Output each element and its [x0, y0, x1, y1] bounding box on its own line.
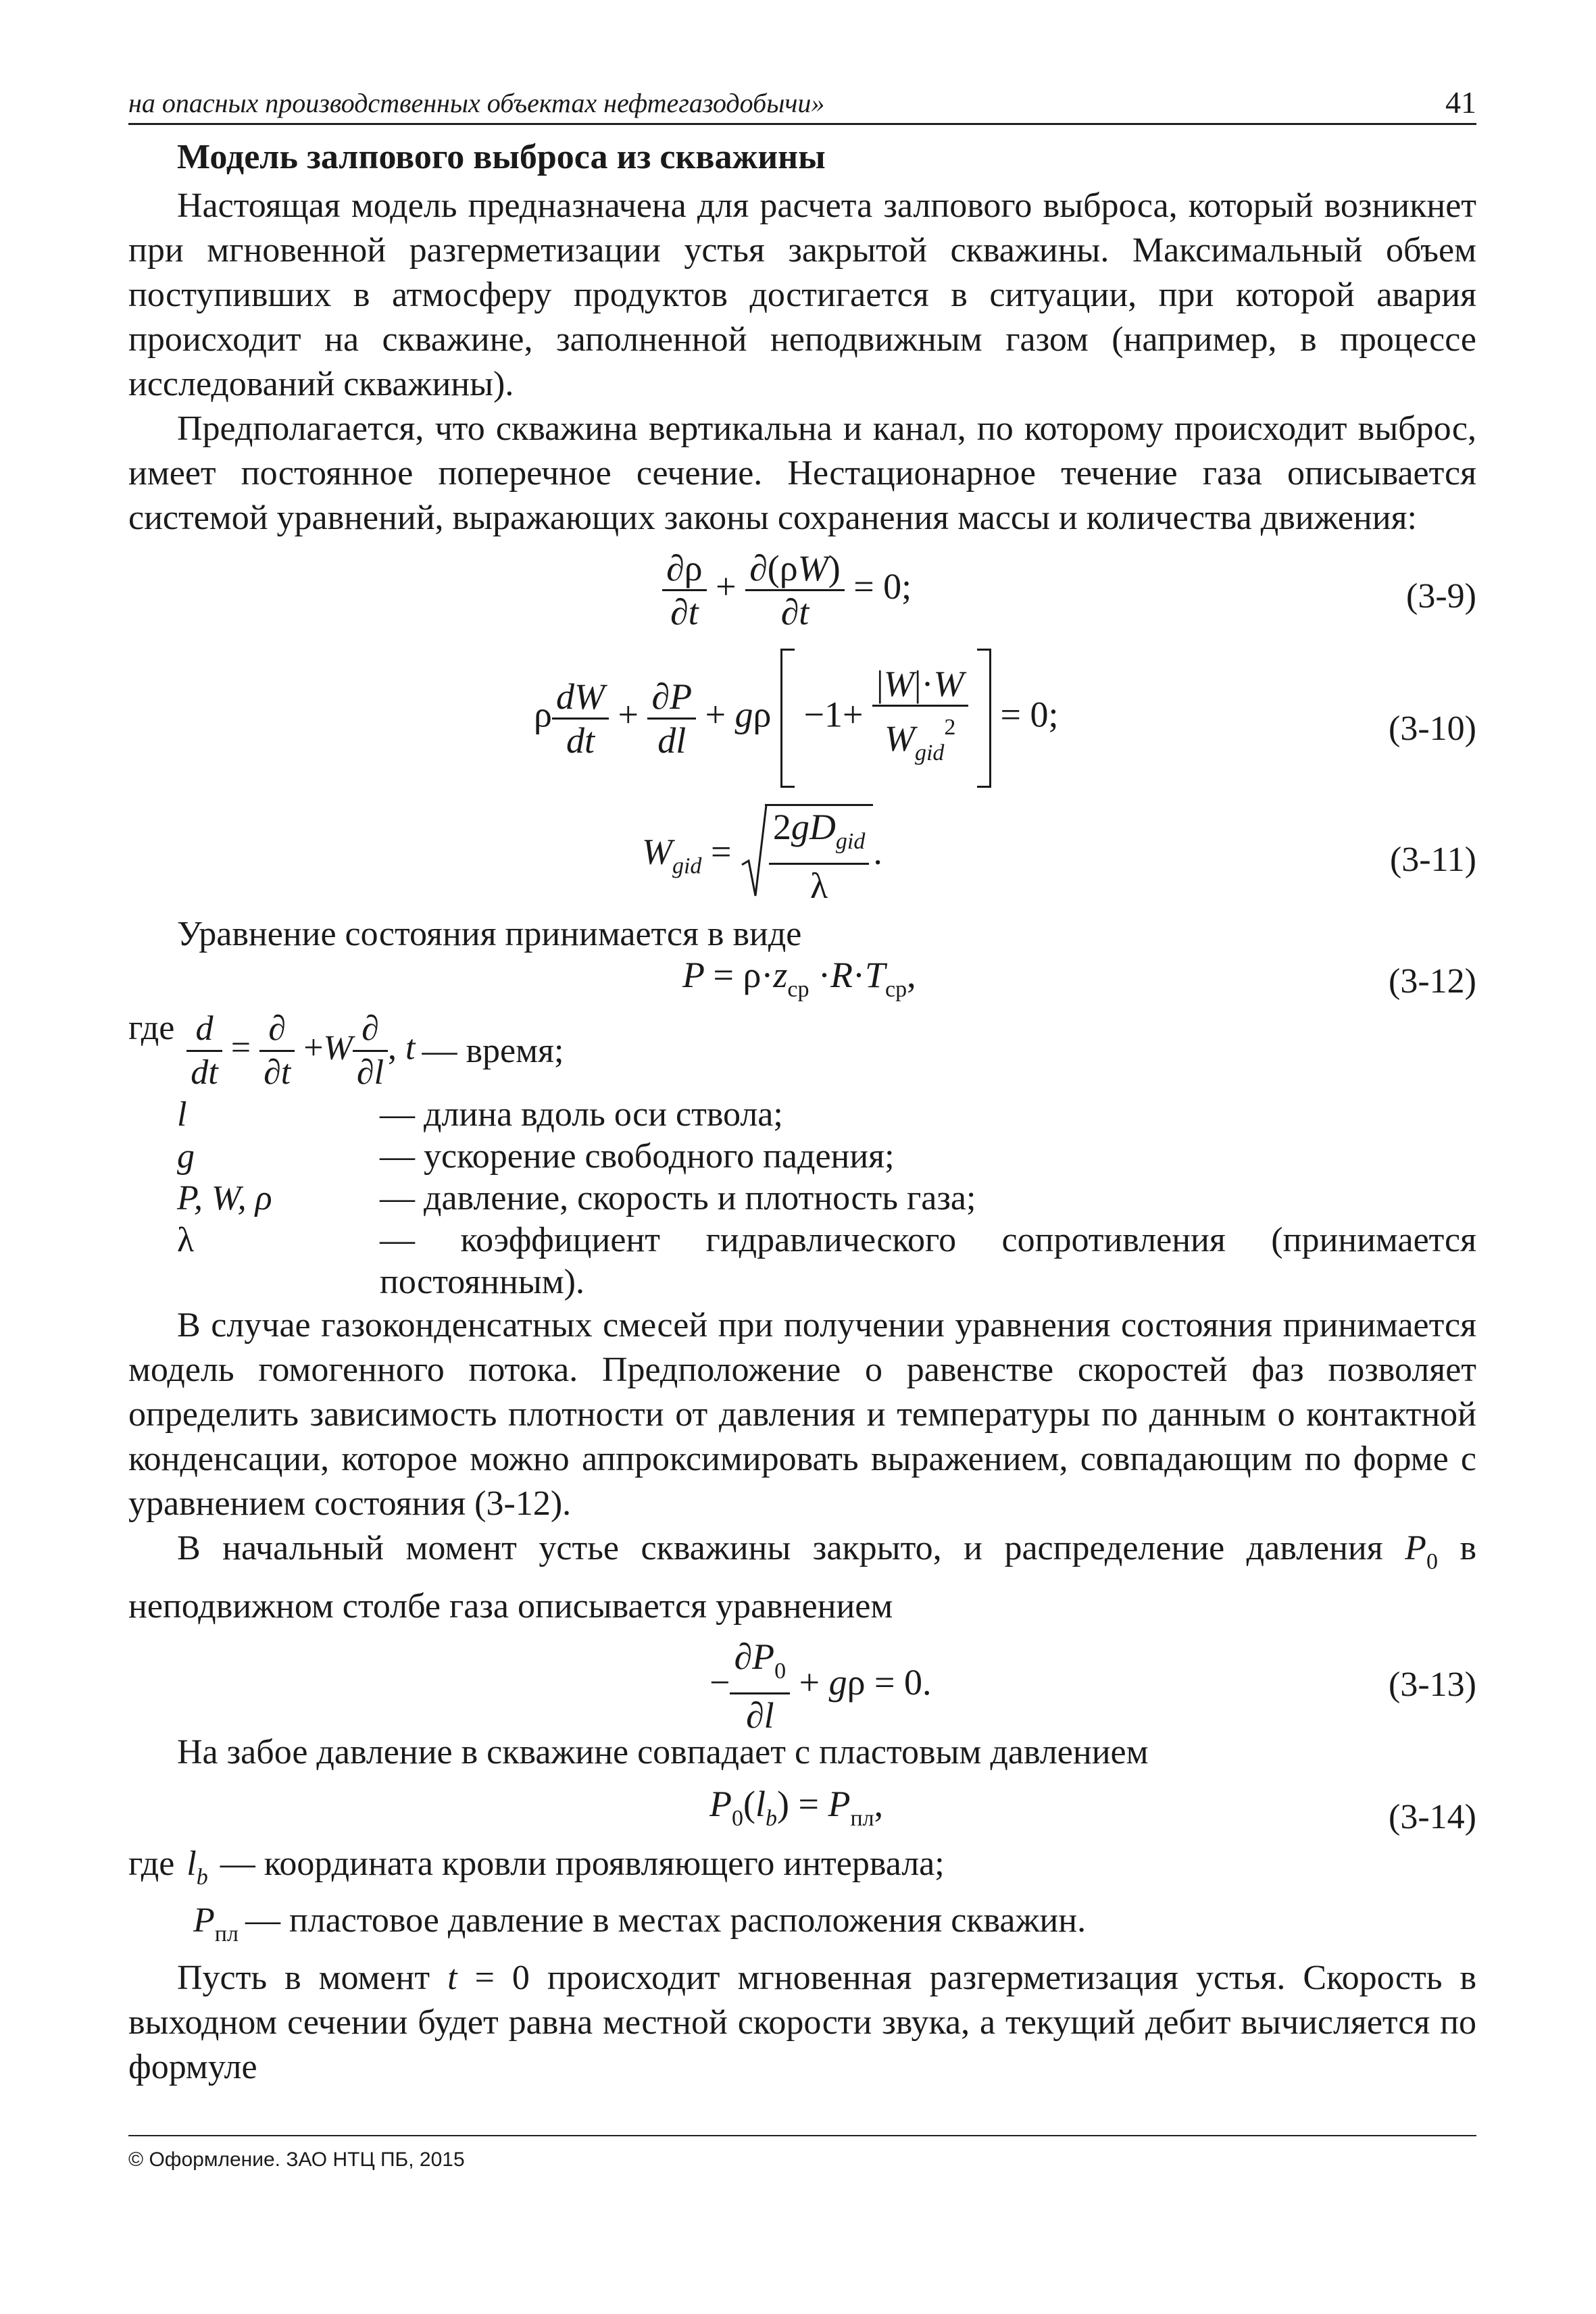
paragraph-assumption: Предполагается, что скважина вертикальна и канал, по которому происходит выброс, имеет постоянное поперечное сечение. Нестационарное течение газа описывается системой уравнений, выражающих законы сохранения массы и количества движения:	[128, 409, 1476, 537]
equation-number: (3-11)	[1389, 840, 1476, 879]
equation-3-11: $W_{gid}$ = $\frac{2gD_{gid}}{\lambda}$ . (3-11)	[128, 797, 1476, 912]
definition-lb: где $l_b$ — координата кровли проявляющего интервала;	[128, 1844, 945, 1890]
definition-lambda: λ — коэффициент гидравлического сопротивления (принимается постоянным).	[177, 1221, 1476, 1301]
equation-3-9: $\frac{\partial\rho}{\partial t}$ + $\frac{\partial(\rho W)}{\partial t}$ = 0; (3-9)	[128, 540, 1476, 642]
equation-number: (3-10)	[1389, 709, 1476, 748]
definitions-list	[128, 1008, 1476, 1303]
equation-number: (3-12)	[1389, 962, 1476, 1001]
paragraph-intro: Настоящая модель предназначена для расчета залпового выброса, который возникнет при мгновенной разгерметизации устья закрытой скважины. Максимальный объем поступивших в атмосферу продуктов достигается в ситуации, при которой авария происходит на скважине, заполненной неподвижным газом (например, в процессе исследований скважины).	[128, 186, 1476, 403]
definition-time: где $\frac{d}{dt}$ = $\frac{\partial}{\partial t}$ +W $\frac{\partial}{\partial l}$ , t — время;	[128, 1009, 564, 1092]
equation-3-13: − $\frac{\partial P_0}{\partial l}$ + gρ = 0. (3-13)	[709, 1636, 1476, 1736]
equation-number: (3-13)	[1389, 1665, 1476, 1704]
section-title: Модель залпового выброса из скважины	[177, 138, 826, 176]
paragraph-initial: В начальный момент устье скважины закрыто, и распределение давления $P_0$ в неподвижном столбе газа описывается уравнением	[128, 1529, 1476, 1626]
paragraph-depressurization: Пусть в момент t = 0 происходит мгновенная разгерметизация устья. Скорость в выходном сечении будет равна местной скорости звука, а текущий дебит вычисляется по формуле	[128, 1959, 1477, 2086]
paragraph-gas-condensate: В случае газоконденсатных смесей при получении уравнения состояния принимается модель гомогенного потока. Предположение о равенстве скоростей фаз позволяет определить зависимость плотности от давления и температуры по данным о контактной конденсации, которое можно аппроксимировать выражением, совпадающим по форме с уравнением состояния (3-12).	[128, 1306, 1476, 1523]
equation-3-12: $P = \rho\cdot z_{ср} \cdot R\cdot T_{ср}$, (3-12)	[128, 957, 1476, 1001]
definition-pwr: P, W, ρ — давление, скорость и плотность газа;	[177, 1179, 976, 1217]
running-header	[128, 82, 1476, 125]
page-number: 41	[1445, 85, 1476, 120]
equation-number: (3-9)	[1406, 577, 1476, 615]
definition-ppl: $P_{пл}$ — пластовое давление в местах расположения скважин.	[193, 1901, 1087, 1946]
definition-l: l — длина вдоль оси ствола;	[177, 1095, 783, 1134]
footer: © Оформление. ЗАО НТЦ ПБ, 2015	[128, 2135, 1476, 2171]
definition-g: g — ускорение свободного падения;	[177, 1137, 895, 1176]
page-body	[128, 135, 1476, 2090]
equation-3-14: $P_0(l_b) = P_{пл}$, (3-14)	[128, 1775, 1476, 1842]
paragraph-bottomhole: На забое давление в скважине совпадает с пластовым давлением	[177, 1733, 1149, 1771]
equation-3-10: ρ $\frac{dW}{dt}$ + $\frac{\partial P}{dl}$ + gρ −1+ $\frac{|W|\cdot W}{W_{gid}^2}$ = 0; (3-10)	[128, 642, 1476, 797]
equation-number: (3-14)	[1389, 1798, 1476, 1836]
paragraph-state: Уравнение состояния принимается в виде	[177, 915, 802, 953]
header-title: на опасных производственных объектах нефтегазодобычи»	[128, 88, 825, 118]
